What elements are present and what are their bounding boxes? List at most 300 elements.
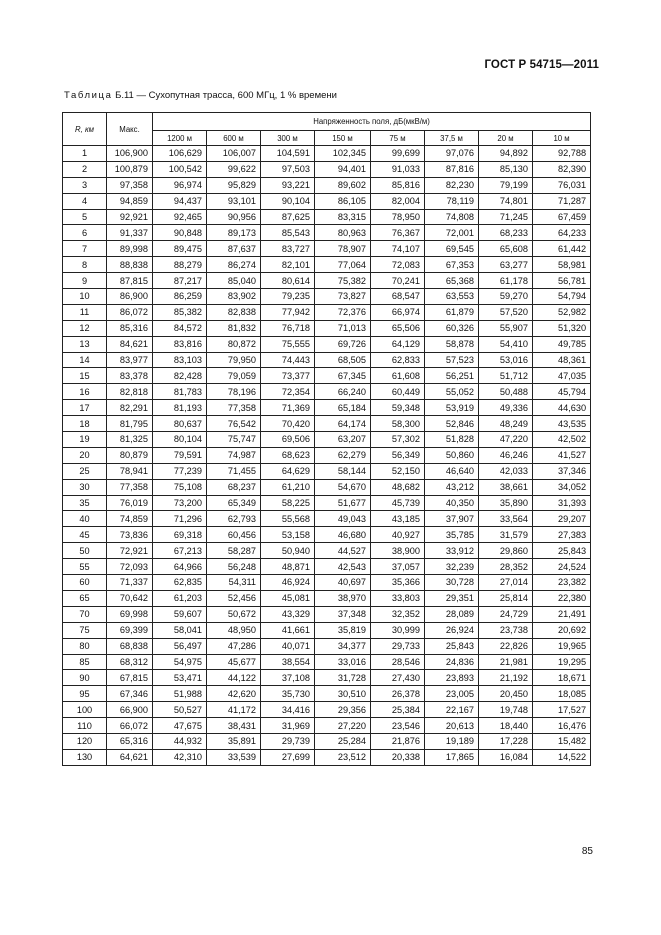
value-cell: 28,546	[371, 654, 425, 670]
distance-cell: 13	[63, 336, 107, 352]
value-cell: 51,712	[479, 368, 533, 384]
value-cell: 74,808	[425, 209, 479, 225]
value-cell: 85,816	[371, 177, 425, 193]
value-cell: 90,848	[153, 225, 207, 241]
value-cell: 89,998	[107, 241, 153, 257]
value-cell: 47,035	[533, 368, 591, 384]
value-cell: 31,393	[533, 495, 591, 511]
value-cell: 45,677	[207, 654, 261, 670]
table-row	[63, 161, 591, 177]
value-cell: 19,748	[479, 702, 533, 718]
value-cell: 41,661	[261, 622, 315, 638]
value-cell: 64,629	[261, 463, 315, 479]
value-cell: 25,843	[533, 543, 591, 559]
value-cell: 20,338	[371, 749, 425, 765]
value-cell: 92,465	[153, 209, 207, 225]
value-cell: 24,524	[533, 559, 591, 575]
value-cell: 60,456	[207, 527, 261, 543]
value-cell: 78,119	[425, 193, 479, 209]
distance-cell: 70	[63, 606, 107, 622]
distance-cell: 80	[63, 638, 107, 654]
value-cell: 45,081	[261, 590, 315, 606]
height-header-cell: 75 м	[371, 131, 425, 146]
value-cell: 68,505	[315, 352, 371, 368]
table-row	[63, 352, 591, 368]
value-cell: 87,815	[107, 273, 153, 289]
value-cell: 99,622	[207, 161, 261, 177]
value-cell: 27,430	[371, 670, 425, 686]
value-cell: 51,988	[153, 686, 207, 702]
value-cell: 66,240	[315, 384, 371, 400]
value-cell: 87,816	[425, 161, 479, 177]
value-cell: 49,043	[315, 511, 371, 527]
value-cell: 80,963	[315, 225, 371, 241]
value-cell: 61,608	[371, 368, 425, 384]
value-cell: 42,620	[207, 686, 261, 702]
value-cell: 65,184	[315, 400, 371, 416]
value-cell: 75,747	[207, 432, 261, 448]
value-cell: 97,358	[107, 177, 153, 193]
value-cell: 34,052	[533, 479, 591, 495]
value-cell: 17,228	[479, 733, 533, 749]
value-cell: 82,101	[261, 257, 315, 273]
value-cell: 44,630	[533, 400, 591, 416]
value-cell: 82,428	[153, 368, 207, 384]
value-cell: 65,608	[479, 241, 533, 257]
value-cell: 87,625	[261, 209, 315, 225]
value-cell: 73,836	[107, 527, 153, 543]
value-cell: 47,220	[479, 432, 533, 448]
value-cell: 49,785	[533, 336, 591, 352]
value-cell: 37,108	[261, 670, 315, 686]
distance-cell: 3	[63, 177, 107, 193]
distance-cell: 30	[63, 479, 107, 495]
value-cell: 61,210	[261, 479, 315, 495]
value-cell: 38,554	[261, 654, 315, 670]
value-cell: 71,287	[533, 193, 591, 209]
value-cell: 71,455	[207, 463, 261, 479]
distance-cell: 18	[63, 416, 107, 432]
value-cell: 94,401	[315, 161, 371, 177]
value-cell: 90,956	[207, 209, 261, 225]
value-cell: 89,602	[315, 177, 371, 193]
value-cell: 53,158	[261, 527, 315, 543]
value-cell: 54,410	[479, 336, 533, 352]
value-cell: 60,326	[425, 320, 479, 336]
table-body	[63, 146, 591, 766]
value-cell: 41,172	[207, 702, 261, 718]
distance-cell: 75	[63, 622, 107, 638]
value-cell: 83,816	[153, 336, 207, 352]
value-cell: 87,637	[207, 241, 261, 257]
value-cell: 20,613	[425, 718, 479, 734]
document-header: ГОСТ Р 54715—2011	[484, 59, 599, 71]
value-cell: 27,014	[479, 575, 533, 591]
value-cell: 90,104	[261, 193, 315, 209]
value-cell: 94,859	[107, 193, 153, 209]
table-row	[63, 257, 591, 273]
table-row	[63, 686, 591, 702]
distance-cell: 50	[63, 543, 107, 559]
value-cell: 71,296	[153, 511, 207, 527]
value-cell: 52,150	[371, 463, 425, 479]
table-row	[63, 749, 591, 765]
value-cell: 80,637	[153, 416, 207, 432]
value-cell: 55,907	[479, 320, 533, 336]
value-cell: 68,547	[371, 289, 425, 305]
value-cell: 18,440	[479, 718, 533, 734]
value-cell: 85,316	[107, 320, 153, 336]
value-cell: 58,144	[315, 463, 371, 479]
value-cell: 82,818	[107, 384, 153, 400]
value-cell: 16,476	[533, 718, 591, 734]
value-cell: 91,337	[107, 225, 153, 241]
distance-cell: 120	[63, 733, 107, 749]
value-cell: 52,456	[207, 590, 261, 606]
value-cell: 97,076	[425, 146, 479, 162]
value-cell: 23,005	[425, 686, 479, 702]
value-cell: 52,846	[425, 416, 479, 432]
distance-cell: 55	[63, 559, 107, 575]
value-cell: 57,523	[425, 352, 479, 368]
value-cell: 76,019	[107, 495, 153, 511]
value-cell: 75,555	[261, 336, 315, 352]
value-cell: 70,241	[371, 273, 425, 289]
table-row	[63, 273, 591, 289]
table-row	[63, 495, 591, 511]
table-row	[63, 575, 591, 591]
value-cell: 82,004	[371, 193, 425, 209]
value-cell: 72,083	[371, 257, 425, 273]
value-cell: 59,607	[153, 606, 207, 622]
value-cell: 62,835	[153, 575, 207, 591]
value-cell: 33,016	[315, 654, 371, 670]
value-cell: 68,237	[207, 479, 261, 495]
table-row	[63, 543, 591, 559]
table-row	[63, 241, 591, 257]
value-cell: 57,520	[479, 304, 533, 320]
value-cell: 69,998	[107, 606, 153, 622]
distance-cell: 15	[63, 368, 107, 384]
height-header-cell: 300 м	[261, 131, 315, 146]
value-cell: 48,682	[371, 479, 425, 495]
value-cell: 62,279	[315, 447, 371, 463]
value-cell: 21,981	[479, 654, 533, 670]
value-cell: 61,203	[153, 590, 207, 606]
value-cell: 47,675	[153, 718, 207, 734]
value-cell: 83,315	[315, 209, 371, 225]
value-cell: 51,828	[425, 432, 479, 448]
distance-cell: 16	[63, 384, 107, 400]
value-cell: 67,459	[533, 209, 591, 225]
value-cell: 20,692	[533, 622, 591, 638]
value-cell: 91,033	[371, 161, 425, 177]
value-cell: 66,900	[107, 702, 153, 718]
value-cell: 23,738	[479, 622, 533, 638]
value-cell: 94,892	[479, 146, 533, 162]
value-cell: 53,471	[153, 670, 207, 686]
value-cell: 68,838	[107, 638, 153, 654]
value-cell: 82,291	[107, 400, 153, 416]
value-cell: 31,579	[479, 527, 533, 543]
value-cell: 69,506	[261, 432, 315, 448]
value-cell: 88,838	[107, 257, 153, 273]
value-cell: 99,699	[371, 146, 425, 162]
value-cell: 45,739	[371, 495, 425, 511]
distance-cell: 9	[63, 273, 107, 289]
value-cell: 50,672	[207, 606, 261, 622]
value-cell: 46,640	[425, 463, 479, 479]
value-cell: 48,950	[207, 622, 261, 638]
value-cell: 32,239	[425, 559, 479, 575]
value-cell: 64,129	[371, 336, 425, 352]
table-row	[63, 463, 591, 479]
distance-cell: 12	[63, 320, 107, 336]
value-cell: 35,366	[371, 575, 425, 591]
value-cell: 58,981	[533, 257, 591, 273]
value-cell: 22,380	[533, 590, 591, 606]
distance-cell: 45	[63, 527, 107, 543]
header-max: Макс.	[107, 113, 153, 146]
value-cell: 102,345	[315, 146, 371, 162]
value-cell: 15,482	[533, 733, 591, 749]
value-cell: 85,543	[261, 225, 315, 241]
height-header-cell: 10 м	[533, 131, 591, 146]
caption-text: Б.11 — Сухопутная трасса, 600 МГц, 1 % времени	[115, 90, 337, 101]
value-cell: 79,950	[207, 352, 261, 368]
value-cell: 26,924	[425, 622, 479, 638]
value-cell: 18,671	[533, 670, 591, 686]
table-row	[63, 336, 591, 352]
value-cell: 38,431	[207, 718, 261, 734]
value-cell: 55,568	[261, 511, 315, 527]
value-cell: 21,876	[371, 733, 425, 749]
value-cell: 78,196	[207, 384, 261, 400]
value-cell: 25,814	[479, 590, 533, 606]
value-cell: 77,358	[107, 479, 153, 495]
value-cell: 89,475	[153, 241, 207, 257]
value-cell: 106,007	[207, 146, 261, 162]
value-cell: 61,442	[533, 241, 591, 257]
value-cell: 72,093	[107, 559, 153, 575]
value-cell: 63,207	[315, 432, 371, 448]
value-cell: 70,642	[107, 590, 153, 606]
table-row	[63, 146, 591, 162]
value-cell: 73,827	[315, 289, 371, 305]
value-cell: 71,013	[315, 320, 371, 336]
value-cell: 21,491	[533, 606, 591, 622]
table-row	[63, 733, 591, 749]
distance-cell: 5	[63, 209, 107, 225]
value-cell: 40,071	[261, 638, 315, 654]
value-cell: 31,728	[315, 670, 371, 686]
table-row	[63, 527, 591, 543]
value-cell: 33,912	[425, 543, 479, 559]
value-cell: 34,377	[315, 638, 371, 654]
value-cell: 86,900	[107, 289, 153, 305]
value-cell: 27,220	[315, 718, 371, 734]
value-cell: 50,488	[479, 384, 533, 400]
value-cell: 83,103	[153, 352, 207, 368]
value-cell: 53,016	[479, 352, 533, 368]
value-cell: 24,729	[479, 606, 533, 622]
distance-cell: 10	[63, 289, 107, 305]
value-cell: 43,212	[425, 479, 479, 495]
value-cell: 25,284	[315, 733, 371, 749]
value-cell: 35,730	[261, 686, 315, 702]
value-cell: 92,788	[533, 146, 591, 162]
value-cell: 56,248	[207, 559, 261, 575]
value-cell: 29,733	[371, 638, 425, 654]
value-cell: 65,316	[107, 733, 153, 749]
caption-label: Таблица	[64, 90, 113, 101]
value-cell: 71,337	[107, 575, 153, 591]
table-row	[63, 193, 591, 209]
distance-cell: 20	[63, 447, 107, 463]
value-cell: 80,872	[207, 336, 261, 352]
value-cell: 42,502	[533, 432, 591, 448]
value-cell: 67,346	[107, 686, 153, 702]
value-cell: 27,699	[261, 749, 315, 765]
value-cell: 50,527	[153, 702, 207, 718]
value-cell: 30,510	[315, 686, 371, 702]
value-cell: 58,041	[153, 622, 207, 638]
table-row	[63, 289, 591, 305]
value-cell: 76,718	[261, 320, 315, 336]
value-cell: 72,376	[315, 304, 371, 320]
value-cell: 83,727	[261, 241, 315, 257]
value-cell: 23,382	[533, 575, 591, 591]
value-cell: 43,185	[371, 511, 425, 527]
value-cell: 75,108	[153, 479, 207, 495]
value-cell: 35,890	[479, 495, 533, 511]
value-cell: 68,233	[479, 225, 533, 241]
value-cell: 59,270	[479, 289, 533, 305]
value-cell: 28,089	[425, 606, 479, 622]
table-row	[63, 654, 591, 670]
distance-cell: 130	[63, 749, 107, 765]
value-cell: 85,130	[479, 161, 533, 177]
value-cell: 27,383	[533, 527, 591, 543]
distance-cell: 11	[63, 304, 107, 320]
value-cell: 54,794	[533, 289, 591, 305]
table-row	[63, 590, 591, 606]
distance-cell: 25	[63, 463, 107, 479]
value-cell: 79,235	[261, 289, 315, 305]
value-cell: 72,001	[425, 225, 479, 241]
distance-cell: 19	[63, 432, 107, 448]
value-cell: 44,932	[153, 733, 207, 749]
height-header-cell: 150 м	[315, 131, 371, 146]
height-header-cell: 600 м	[207, 131, 261, 146]
value-cell: 95,829	[207, 177, 261, 193]
table-row	[63, 702, 591, 718]
value-cell: 81,795	[107, 416, 153, 432]
value-cell: 17,865	[425, 749, 479, 765]
table-row	[63, 718, 591, 734]
distance-cell: 35	[63, 495, 107, 511]
distance-cell: 2	[63, 161, 107, 177]
distance-cell: 1	[63, 146, 107, 162]
value-cell: 74,107	[371, 241, 425, 257]
value-cell: 83,378	[107, 368, 153, 384]
value-cell: 48,871	[261, 559, 315, 575]
value-cell: 40,927	[371, 527, 425, 543]
value-cell: 29,356	[315, 702, 371, 718]
height-header-cell: 37,5 м	[425, 131, 479, 146]
value-cell: 106,629	[153, 146, 207, 162]
value-cell: 58,878	[425, 336, 479, 352]
value-cell: 69,318	[153, 527, 207, 543]
value-cell: 46,680	[315, 527, 371, 543]
table-row	[63, 479, 591, 495]
value-cell: 72,354	[261, 384, 315, 400]
table-row	[63, 384, 591, 400]
distance-cell: 110	[63, 718, 107, 734]
distance-cell: 17	[63, 400, 107, 416]
value-cell: 67,213	[153, 543, 207, 559]
value-cell: 68,312	[107, 654, 153, 670]
value-cell: 77,239	[153, 463, 207, 479]
value-cell: 51,677	[315, 495, 371, 511]
value-cell: 74,443	[261, 352, 315, 368]
value-cell: 71,369	[261, 400, 315, 416]
table-caption	[64, 90, 337, 101]
value-cell: 83,902	[207, 289, 261, 305]
value-cell: 33,564	[479, 511, 533, 527]
value-cell: 78,950	[371, 209, 425, 225]
value-cell: 81,783	[153, 384, 207, 400]
value-cell: 93,101	[207, 193, 261, 209]
distance-cell: 65	[63, 590, 107, 606]
value-cell: 74,801	[479, 193, 533, 209]
value-cell: 73,377	[261, 368, 315, 384]
value-cell: 100,542	[153, 161, 207, 177]
value-cell: 82,230	[425, 177, 479, 193]
value-cell: 77,358	[207, 400, 261, 416]
distance-cell: 85	[63, 654, 107, 670]
table-row	[63, 432, 591, 448]
value-cell: 37,348	[315, 606, 371, 622]
value-cell: 23,512	[315, 749, 371, 765]
value-cell: 29,207	[533, 511, 591, 527]
value-cell: 33,539	[207, 749, 261, 765]
distance-cell: 100	[63, 702, 107, 718]
distance-cell: 95	[63, 686, 107, 702]
field-strength-table	[62, 112, 591, 766]
value-cell: 66,072	[107, 718, 153, 734]
value-cell: 89,173	[207, 225, 261, 241]
value-cell: 56,251	[425, 368, 479, 384]
value-cell: 87,217	[153, 273, 207, 289]
value-cell: 22,167	[425, 702, 479, 718]
value-cell: 47,286	[207, 638, 261, 654]
value-cell: 67,353	[425, 257, 479, 273]
value-cell: 54,311	[207, 575, 261, 591]
value-cell: 69,545	[425, 241, 479, 257]
value-cell: 42,543	[315, 559, 371, 575]
value-cell: 17,527	[533, 702, 591, 718]
value-cell: 52,982	[533, 304, 591, 320]
value-cell: 64,621	[107, 749, 153, 765]
value-cell: 96,974	[153, 177, 207, 193]
value-cell: 86,105	[315, 193, 371, 209]
distance-cell: 4	[63, 193, 107, 209]
value-cell: 43,329	[261, 606, 315, 622]
value-cell: 33,803	[371, 590, 425, 606]
value-cell: 54,975	[153, 654, 207, 670]
value-cell: 62,793	[207, 511, 261, 527]
